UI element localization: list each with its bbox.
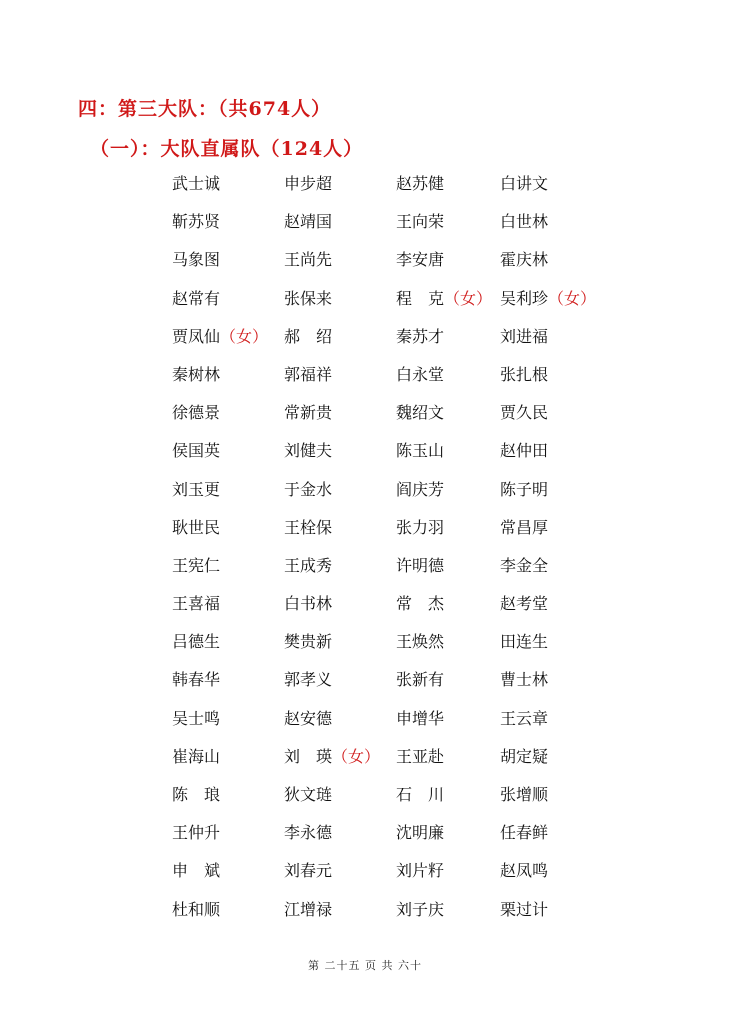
name-row bbox=[172, 210, 632, 248]
person-name: 靳苏贤 bbox=[172, 212, 221, 232]
name-entry bbox=[172, 821, 220, 845]
person-name: 马象图 bbox=[172, 250, 221, 270]
person-name: 赵苏健 bbox=[396, 174, 445, 193]
person-name: 田连生 bbox=[500, 632, 549, 652]
person-name: 申增华 bbox=[396, 708, 445, 728]
person-name: 许明德 bbox=[396, 555, 445, 575]
name-entry bbox=[500, 821, 548, 845]
person-name: 耿世民 bbox=[172, 517, 221, 537]
name-entry bbox=[172, 707, 220, 731]
name-entry bbox=[396, 821, 444, 845]
person-name: 王焕然 bbox=[396, 632, 445, 652]
person-name: 贾久民 bbox=[500, 403, 549, 423]
name-entry bbox=[284, 592, 332, 616]
name-entry bbox=[396, 287, 492, 311]
name-entry bbox=[284, 287, 332, 311]
name-row bbox=[172, 554, 632, 592]
person-name: 王栓保 bbox=[284, 517, 333, 537]
name-entry bbox=[396, 630, 444, 654]
section-title: 四：第三大队：（共674人） bbox=[78, 98, 332, 120]
name-entry bbox=[284, 210, 332, 234]
person-name: 狄文琏 bbox=[284, 785, 333, 804]
name-entry bbox=[396, 707, 444, 731]
name-row bbox=[172, 248, 632, 286]
name-entry bbox=[500, 630, 548, 654]
name-entry bbox=[284, 401, 332, 425]
name-entry bbox=[172, 287, 220, 311]
person-name: 赵凤鸣 bbox=[500, 861, 549, 881]
person-name: 徐德景 bbox=[172, 403, 221, 423]
name-entry bbox=[500, 859, 548, 883]
name-entry bbox=[396, 783, 444, 807]
name-entry bbox=[284, 745, 380, 769]
person-name: 胡定疑 bbox=[500, 746, 549, 766]
name-row bbox=[172, 439, 632, 477]
name-entry bbox=[172, 898, 220, 922]
person-name: 陈 琅 bbox=[172, 785, 221, 804]
name-entry bbox=[284, 478, 332, 502]
person-name: 韩春华 bbox=[172, 670, 221, 690]
gender-note: （女） bbox=[548, 288, 597, 308]
person-name: 王宪仁 bbox=[172, 555, 221, 575]
name-entry bbox=[284, 630, 332, 654]
name-row bbox=[172, 745, 632, 783]
name-entry bbox=[172, 745, 220, 769]
name-entry bbox=[396, 401, 444, 425]
name-entry bbox=[396, 859, 444, 883]
name-entry bbox=[172, 363, 220, 387]
name-entry bbox=[500, 478, 548, 502]
name-entry bbox=[284, 859, 332, 883]
person-name: 刘玉更 bbox=[172, 479, 221, 499]
name-entry bbox=[172, 172, 220, 196]
name-entry bbox=[284, 363, 332, 387]
person-name: 李安唐 bbox=[396, 250, 445, 270]
person-name: 程 克 bbox=[396, 288, 445, 308]
name-row bbox=[172, 630, 632, 668]
gender-note: （女） bbox=[332, 746, 381, 766]
person-name: 赵仲田 bbox=[500, 441, 549, 461]
person-name: 赵常有 bbox=[172, 288, 221, 308]
page-footer: 第 二十五 页 共 六十 bbox=[308, 959, 422, 972]
person-name: 江增禄 bbox=[284, 899, 333, 919]
person-name: 沈明廉 bbox=[396, 823, 445, 843]
gender-note: （女） bbox=[444, 288, 493, 308]
name-entry bbox=[172, 325, 268, 349]
person-name: 申步超 bbox=[284, 174, 333, 193]
person-name: 王亚赴 bbox=[396, 746, 445, 766]
person-name: 魏绍文 bbox=[396, 403, 445, 423]
person-name: 张新有 bbox=[396, 670, 445, 690]
name-list bbox=[172, 172, 632, 936]
name-entry bbox=[172, 478, 220, 502]
person-name: 崔海山 bbox=[172, 746, 221, 766]
name-entry bbox=[172, 783, 220, 807]
person-name: 王尚先 bbox=[284, 250, 333, 270]
name-entry bbox=[396, 439, 444, 463]
name-entry bbox=[284, 668, 332, 692]
name-entry bbox=[500, 401, 548, 425]
name-entry bbox=[172, 592, 220, 616]
gender-note: （女） bbox=[220, 326, 269, 346]
person-name: 刘春元 bbox=[284, 861, 333, 881]
person-name: 任春鲜 bbox=[500, 823, 549, 843]
person-name: 秦树林 bbox=[172, 364, 221, 384]
person-name: 吕德生 bbox=[172, 632, 221, 652]
name-row bbox=[172, 325, 632, 363]
name-row bbox=[172, 401, 632, 439]
name-row bbox=[172, 783, 632, 821]
person-name: 刘子庆 bbox=[396, 899, 445, 919]
person-name: 陈玉山 bbox=[396, 441, 445, 461]
person-name: 常 杰 bbox=[396, 594, 445, 614]
person-name: 张力羽 bbox=[396, 517, 445, 537]
name-row bbox=[172, 859, 632, 897]
name-row bbox=[172, 707, 632, 745]
name-entry bbox=[396, 592, 444, 616]
name-entry bbox=[172, 554, 220, 578]
name-entry bbox=[284, 439, 332, 463]
name-entry bbox=[172, 210, 220, 234]
name-entry bbox=[500, 554, 548, 578]
name-entry bbox=[500, 363, 548, 387]
person-name: 王成秀 bbox=[284, 555, 333, 575]
person-name: 郭孝义 bbox=[284, 670, 333, 690]
person-name: 刘片籽 bbox=[396, 861, 445, 881]
name-entry bbox=[396, 325, 444, 349]
person-name: 张增顺 bbox=[500, 785, 549, 804]
person-name: 陈子明 bbox=[500, 479, 549, 499]
person-name: 郭福祥 bbox=[284, 364, 333, 384]
name-entry bbox=[500, 439, 548, 463]
name-entry bbox=[396, 172, 444, 196]
person-name: 白世林 bbox=[500, 212, 549, 232]
person-name: 李金全 bbox=[500, 555, 549, 575]
person-name: 白永堂 bbox=[396, 364, 445, 384]
name-entry bbox=[500, 707, 548, 731]
person-name: 赵考堂 bbox=[500, 594, 549, 614]
name-entry bbox=[284, 325, 332, 349]
person-name: 吴利珍 bbox=[500, 288, 549, 308]
name-entry bbox=[172, 401, 220, 425]
person-name: 张扎根 bbox=[500, 364, 549, 384]
name-entry bbox=[500, 248, 548, 272]
person-name: 白书林 bbox=[284, 594, 333, 614]
name-row bbox=[172, 898, 632, 936]
person-name: 白讲文 bbox=[500, 174, 549, 193]
person-name: 石 川 bbox=[396, 785, 445, 804]
person-name: 赵安德 bbox=[284, 708, 333, 728]
name-entry bbox=[284, 516, 332, 540]
person-name: 张保来 bbox=[284, 288, 333, 308]
person-name: 刘进福 bbox=[500, 326, 549, 346]
person-name: 常新贵 bbox=[284, 403, 333, 423]
person-name: 吴士鸣 bbox=[172, 708, 221, 728]
person-name: 侯国英 bbox=[172, 441, 221, 461]
name-entry bbox=[172, 630, 220, 654]
person-name: 于金水 bbox=[284, 479, 333, 499]
name-entry bbox=[172, 516, 220, 540]
name-entry bbox=[396, 554, 444, 578]
name-entry bbox=[396, 898, 444, 922]
name-entry bbox=[396, 668, 444, 692]
person-name: 刘 瑛 bbox=[284, 746, 333, 766]
name-entry bbox=[396, 478, 444, 502]
name-entry bbox=[500, 325, 548, 349]
name-entry bbox=[500, 287, 596, 311]
person-name: 郝 绍 bbox=[284, 326, 333, 346]
name-row bbox=[172, 821, 632, 859]
name-row bbox=[172, 668, 632, 706]
name-entry bbox=[284, 783, 332, 807]
person-name: 栗过计 bbox=[500, 899, 549, 919]
name-row bbox=[172, 592, 632, 630]
name-entry bbox=[500, 898, 548, 922]
name-entry bbox=[172, 668, 220, 692]
person-name: 樊贵新 bbox=[284, 632, 333, 652]
person-name: 王云章 bbox=[500, 708, 549, 728]
person-name: 秦苏才 bbox=[396, 326, 445, 346]
name-entry bbox=[284, 172, 332, 196]
name-row bbox=[172, 287, 632, 325]
name-row bbox=[172, 478, 632, 516]
person-name: 刘健夫 bbox=[284, 441, 333, 461]
name-entry bbox=[172, 439, 220, 463]
person-name: 杜和顺 bbox=[172, 899, 221, 919]
person-name: 王向荣 bbox=[396, 212, 445, 232]
person-name: 霍庆林 bbox=[500, 250, 549, 270]
name-entry bbox=[284, 898, 332, 922]
name-entry bbox=[500, 210, 548, 234]
person-name: 李永德 bbox=[284, 823, 333, 843]
name-entry bbox=[500, 668, 548, 692]
name-entry bbox=[172, 248, 220, 272]
name-entry bbox=[284, 248, 332, 272]
name-entry bbox=[396, 516, 444, 540]
name-entry bbox=[500, 783, 548, 807]
person-name: 申 斌 bbox=[172, 861, 221, 881]
name-entry bbox=[500, 172, 548, 196]
name-entry bbox=[396, 745, 444, 769]
name-entry bbox=[500, 516, 548, 540]
person-name: 王仲升 bbox=[172, 823, 221, 843]
name-entry bbox=[284, 554, 332, 578]
subsection-title: （一）：大队直属队（124人） bbox=[90, 138, 364, 160]
person-name: 常昌厚 bbox=[500, 517, 549, 537]
name-entry bbox=[500, 745, 548, 769]
person-name: 曹士林 bbox=[500, 670, 549, 690]
name-entry bbox=[396, 248, 444, 272]
name-entry bbox=[284, 707, 332, 731]
name-entry bbox=[284, 821, 332, 845]
name-entry bbox=[500, 592, 548, 616]
name-entry bbox=[396, 363, 444, 387]
person-name: 阎庆芳 bbox=[396, 479, 445, 499]
person-name: 王喜福 bbox=[172, 594, 221, 614]
name-row bbox=[172, 363, 632, 401]
name-row bbox=[172, 172, 632, 210]
name-entry bbox=[396, 210, 444, 234]
person-name: 武士诚 bbox=[172, 174, 221, 193]
name-row bbox=[172, 516, 632, 554]
person-name: 贾凤仙 bbox=[172, 326, 221, 346]
person-name: 赵靖国 bbox=[284, 212, 333, 232]
name-entry bbox=[172, 859, 220, 883]
